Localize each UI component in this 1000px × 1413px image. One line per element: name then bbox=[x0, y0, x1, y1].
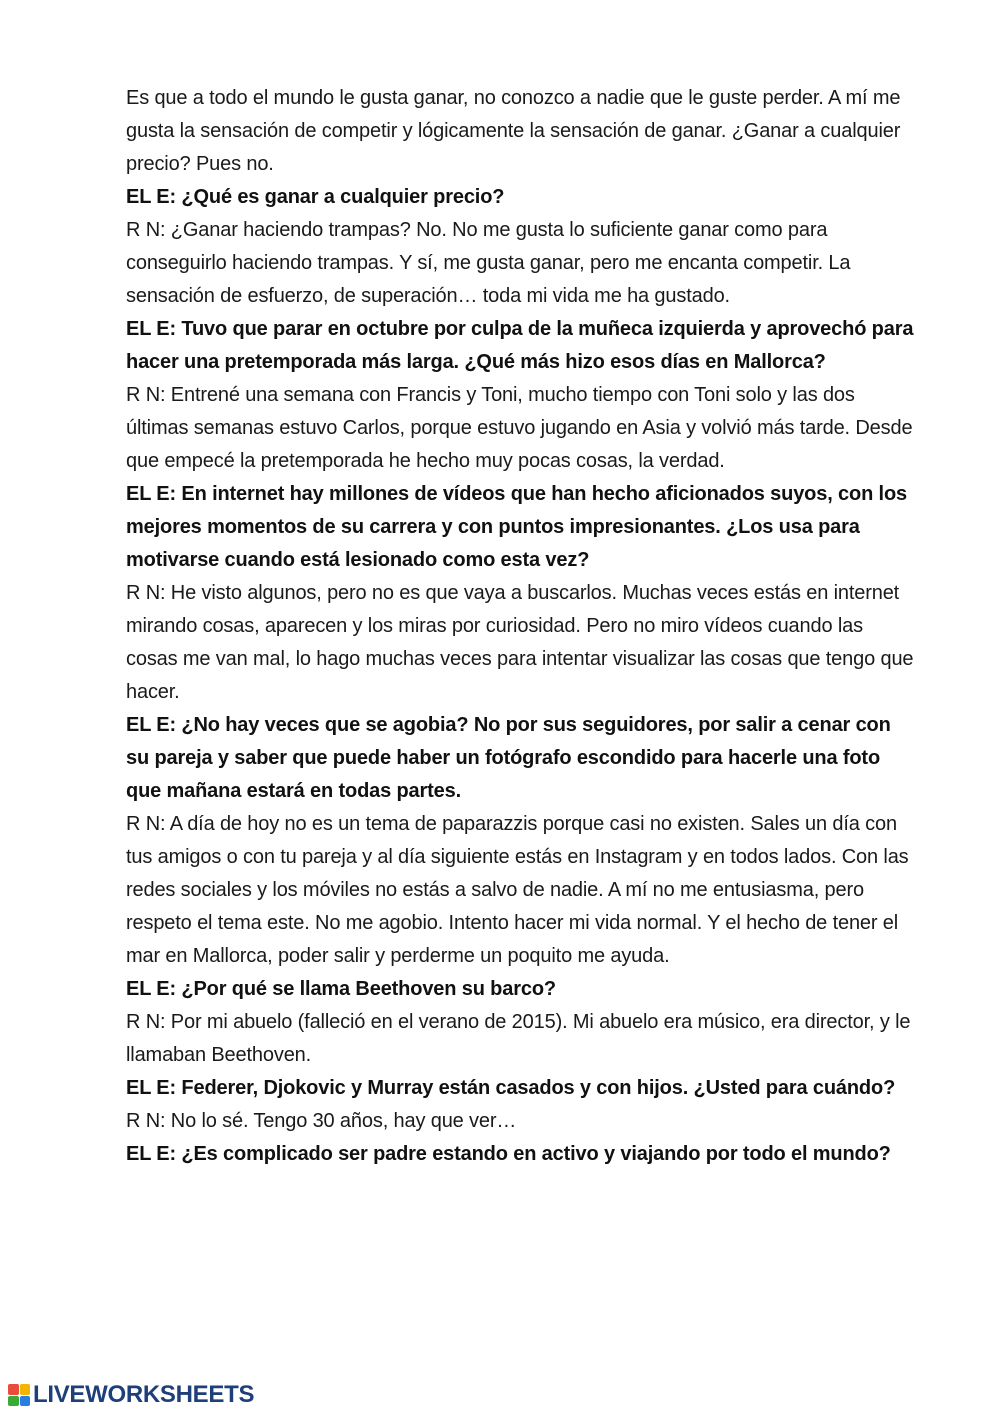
answer-paragraph: R N: No lo sé. Tengo 30 años, hay que ver… bbox=[126, 1110, 517, 1132]
logo-text: LIVEWORKSHEETS bbox=[33, 1381, 255, 1408]
logo-square-blue bbox=[20, 1396, 31, 1407]
answer-paragraph: R N: A día de hoy no es un tema de paparazzis porque casi no existen. Sales un día con tus amigos o con tu pareja y al día siguiente estás en Instagram y en todos lados. Con las redes sociales y los móviles no estás a salvo de nadie. A mí no me entusiasma, pero respeto el tema este. No me agobio. Intento hacer mi vida normal. Y el hecho de tener el mar en Mallorca, poder salir y perderme un poquito me ayuda. bbox=[126, 813, 909, 967]
answer-paragraph: R N: Entrené una semana con Francis y Toni, mucho tiempo con Toni solo y las dos últimas semanas estuvo Carlos, porque estuvo jugando en Asia y volvió más tarde. Desde que empecé la pretemporada he hecho muy pocas cosas, la verdad. bbox=[126, 384, 913, 472]
answer-paragraph: R N: ¿Ganar haciendo trampas? No. No me gusta lo suficiente ganar como para conseguirlo haciendo trampas. Y sí, me gusta ganar, pero me encanta competir. La sensación de esfuerzo, de superación… toda mi vida me ha gustado. bbox=[126, 219, 851, 307]
question-paragraph: EL E: ¿Es complicado ser padre estando en activo y viajando por todo el mundo? bbox=[126, 1143, 891, 1165]
question-paragraph: EL E: Federer, Djokovic y Murray están casados y con hijos. ¿Usted para cuándo? bbox=[126, 1077, 896, 1099]
logo-square-green bbox=[8, 1396, 19, 1407]
question-paragraph: EL E: Tuvo que parar en octubre por culpa de la muñeca izquierda y aprovechó para hacer una pretemporada más larga. ¿Qué más hizo esos días en Mallorca? bbox=[126, 318, 914, 373]
question-paragraph: EL E: ¿Qué es ganar a cualquier precio? bbox=[126, 186, 505, 208]
question-paragraph: EL E: ¿Por qué se llama Beethoven su barco? bbox=[126, 978, 556, 1000]
question-paragraph: EL E: ¿No hay veces que se agobia? No por sus seguidores, por salir a cenar con su pareja y saber que puede haber un fotógrafo escondido para hacerle una foto que mañana estará en todas partes. bbox=[126, 714, 891, 802]
answer-paragraph: R N: He visto algunos, pero no es que vaya a buscarlos. Muchas veces estás en internet mirando cosas, aparecen y los miras por curiosidad. Pero no miro vídeos cuando las cosas me van mal, lo hago muchas veces para intentar visualizar las cosas que tengo que hacer. bbox=[126, 582, 914, 703]
interview-text bbox=[126, 82, 916, 1171]
liveworksheets-logo-icon bbox=[8, 1384, 30, 1406]
liveworksheets-logo[interactable] bbox=[8, 1380, 254, 1410]
answer-paragraph: Es que a todo el mundo le gusta ganar, no conozco a nadie que le guste perder. A mí me gusta la sensación de competir y lógicamente la sensación de ganar. ¿Ganar a cualquier precio? Pues no. bbox=[126, 87, 901, 175]
question-paragraph: EL E: En internet hay millones de vídeos que han hecho aficionados suyos, con los mejores momentos de su carrera y con puntos impresionantes. ¿Los usa para motivarse cuando está lesionado como esta vez? bbox=[126, 483, 907, 571]
logo-square-red bbox=[8, 1384, 19, 1395]
answer-paragraph: R N: Por mi abuelo (falleció en el verano de 2015). Mi abuelo era músico, era director, y le llamaban Beethoven. bbox=[126, 1011, 911, 1066]
logo-square-yellow bbox=[20, 1384, 31, 1395]
